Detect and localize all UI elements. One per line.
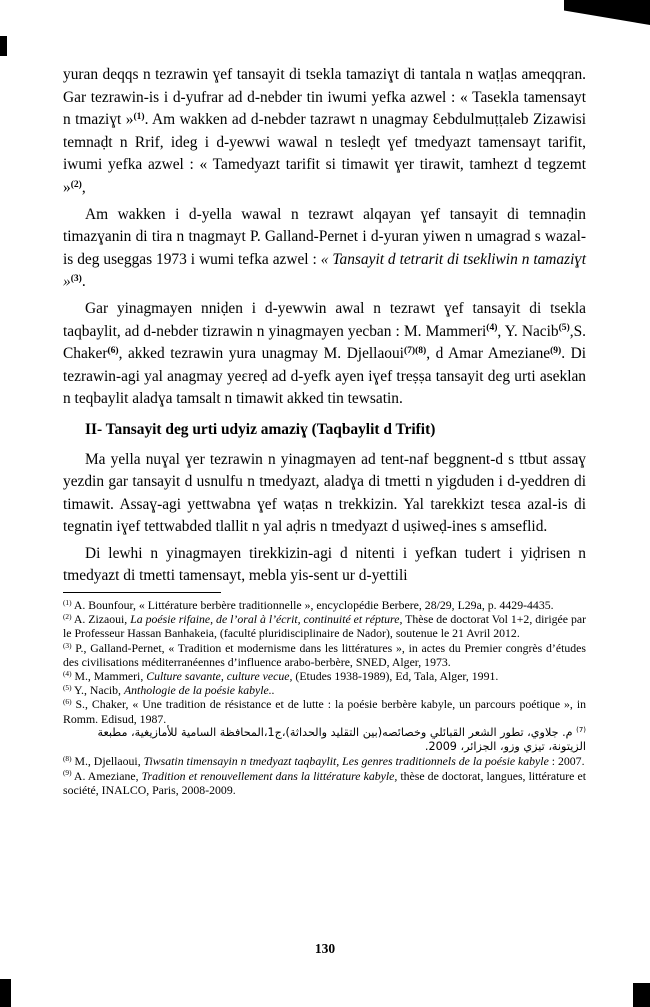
footnote-2: $^{(2)}$ A. Zizaoui, La poésie rifaine, de l’oral à l’écrit, continuité et répture, Thèse de doctorat Vol 1+2, dirigée par le Professeur Hassan Banhakeia, (faculté pluridisciplinaire de Nador), soutenue le 21 Avril 2012. [63, 612, 587, 641]
body-paragraph-2: Am wakken i d-yella wawal n tezrawt alqayan ɣef tansayit di temnaḍin timazɣanin di tira n tnagmayt P. Galland-Pernet i d-yuran yiwen n umagrad s wazal-is deg useggas 1973 i wumi tefka azwel : « Tansayit d tetrarit di tsekliwin n tamaziɣt »$^{(3)}$. [63, 205, 586, 291]
body-paragraph-1: yuran deqqs n tezrawin ɣef tansayit di tsekla tamaziɣt di tantala n waṭḷas ameqqran. Gar tezrawin-is i d-yufrar ad d-nebder tin iwumi yefka azwel : « Tasekla tamensayt n tmaziɣt »$^{(1)}$. Am wakken ad d-nebder tazrawt n unagmay Ɛebdulmuṭṭaleb Zizawisi temnaḍt n Rrif, ideg i d-yewwi wawal n tesleḍt ɣef tmedyazt tamensayt tarifit, iwumi yefka azwel : « Tamedyazt tarifit si timawit ɣer tirawit, tamhezt d tegzemt »$^{(2)}$, [63, 66, 586, 196]
footnote-3: $^{(3)}$ P., Galland-Pernet, « Tradition et modernisme dans les littératures », in actes du Premier congrès d’études des civilisations méditerranéennes d’influence arabo-berbère, SNED, Alger, 1973. [63, 640, 586, 669]
footnotes-section [63, 592, 586, 797]
scan-artifact-top-right [564, 0, 650, 25]
footnote-7-arabic: $^{(7)}$ م. جلاوي، تطور الشعر القبائلي وخصائصه(بين التقليد والحداثة)،ج1،المحافظة السامية للأمازيغية، مطبعة الزيتونة، تيزي وزو، الجزائر، 2009. [97, 725, 586, 754]
scan-artifact-top-left [0, 36, 7, 56]
page-number: 130 [314, 941, 336, 956]
body-paragraph-3: Gar yinagmayen nniḍen i d-yewwin awal n tezrawt ɣef tansayit di tsekla taqbaylit, ad d-nebder tizrawin n yinagmayen yecban : M. Mammeri$^{(4)}$, Y. Nacib$^{(5)}$,S. Chaker$^{(6)}$, akked tezrawin yura unagmay M. Djellaoui$^{(7)(8)}$, d Amar Ameziane$^{(9)}$. Di tezrawin-agi yal anagmay yeɛreḍ ad d-yefk ayen iɣef treṣṣa tansayit deg urti aseklan n teqbaylit aladɣa tamsalt n timawit akked tin tewsatin. [63, 299, 587, 408]
footnote-4: $^{(4)}$ M., Mammeri, Culture savante, culture vecue, (Etudes 1938-1989), Ed, Tala, Alger, 1991. [63, 669, 499, 684]
body-paragraph-4: Ma yella nuɣal ɣer tezrawin n yinagmayen ad tent-naf beggnent-d s ttbut assaɣ yezdin gar tansayit d usnulfu n tmedyazt, aladɣa di tmetti n yigduden i d-yeddren di timawit. Assaɣ-agi yettwabna ɣef waṭas n trekkizin. Yal tarekkizt tesɛa azal-is di tegnatin iɣef tettwabded tlallit n yal aḍris n tmedyazt d uṣiweḍ-ines s amseflid. [63, 450, 586, 536]
body-text [63, 64, 586, 588]
footnote-separator-rule [63, 592, 221, 593]
footnote-1: $^{(1)}$ A. Bounfour, « Littérature berbère traditionnelle », encyclopédie Berbere, 28/29, L29a, p. 4429-4435. [63, 598, 554, 613]
scan-artifact-bottom-right [633, 983, 650, 1007]
footnote-8: $^{(8)}$ M., Djellaoui, Tiwsatin timensayin n tmedyazt taqbaylit, Les genres traditionnels de la poésie kabyle : 2007. [63, 754, 585, 769]
scan-artifact-bottom-left [0, 979, 11, 1007]
footnote-6: $^{(6)}$ S., Chaker, « Une tradition de résistance et de lutte : la poésie berbère kabyle, un parcours poétique », in Romm. Edisud, 1987. [63, 697, 586, 726]
footnote-9: $^{(9)}$ A. Ameziane, Tradition et renouvellement dans la littérature kabyle, thèse de doctorat, langues, littérature et société, INALCO, Paris, 2008-2009. [63, 768, 586, 797]
section-heading: II- Tansayit deg urti udyiz amaziɣ (Taqbaylit d Trifit) [85, 420, 436, 438]
footnote-5: $^{(5)}$ Y., Nacib, Anthologie de la poésie kabyle.. [63, 683, 275, 698]
body-paragraph-5: Di lewhi n yinagmayen tirekkizin-agi d nitenti i yefkan tudert i yiḍrisen n tmedyazt di tmetti tamensayt, mebla yis-sent ur d-yettili [63, 544, 586, 585]
